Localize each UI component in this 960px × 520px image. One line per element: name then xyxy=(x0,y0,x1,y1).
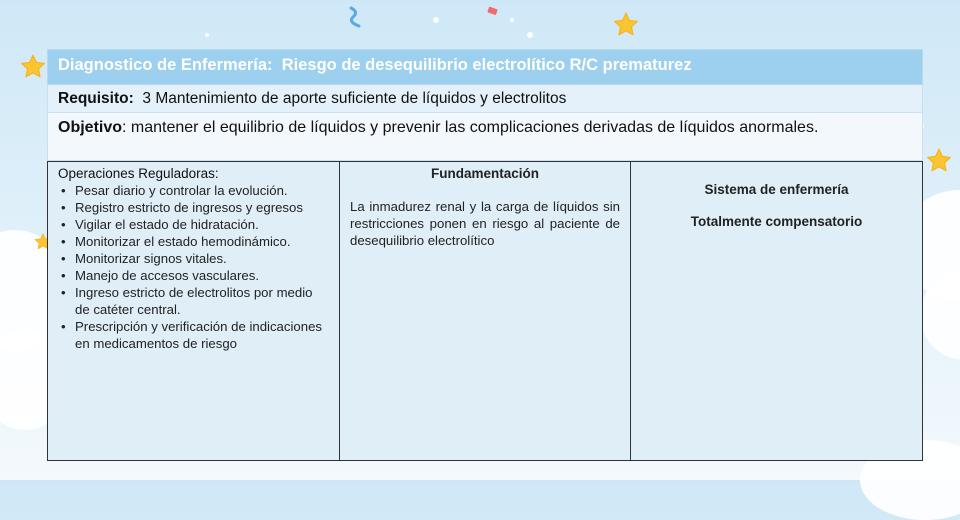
requirement-row xyxy=(47,85,923,113)
list-item: • Pesar diario y controlar la evolución. xyxy=(58,182,329,199)
nursing-system-value: Totalmente compensatorio xyxy=(690,214,863,229)
star-icon xyxy=(926,148,952,174)
confetti-icon xyxy=(486,6,500,18)
care-plan-table xyxy=(47,49,923,461)
list-item: • Ingreso estricto de electrolitos por medio de catéter central. xyxy=(58,284,329,318)
rationale-heading: Fundamentación xyxy=(430,166,539,181)
requirement-label: Requisito: xyxy=(58,90,134,107)
rationale-text: La inmadurez renal y la carga de líquidos sin restricciones ponen en riesgo al paciente de desequilibrio electrolítico xyxy=(350,199,620,248)
list-item: • Vigilar el estado de hidratación. xyxy=(58,216,329,233)
objective-row xyxy=(47,113,923,161)
list-item: • Monitorizar el estado hemodinámico. xyxy=(58,233,329,250)
objective-label: Objetivo xyxy=(58,119,123,136)
sparkle-dot xyxy=(527,32,533,38)
nursing-system-column xyxy=(631,162,922,460)
list-item: • Prescripción y verificación de indicaciones en medicamentos de riesgo xyxy=(58,318,329,352)
rationale-column xyxy=(340,162,631,460)
confetti-icon xyxy=(347,6,365,28)
star-icon xyxy=(20,54,46,80)
diagnosis-row xyxy=(47,49,923,85)
list-item: • Monitorizar signos vitales. xyxy=(58,250,329,267)
operations-list xyxy=(58,182,329,352)
plan-body-row xyxy=(47,161,923,461)
sparkle-dot xyxy=(433,17,439,23)
requirement-text: 3 Mantenimiento de aporte suficiente de líquidos y electrolitos xyxy=(142,90,567,107)
list-item: • Registro estricto de ingresos y egresos xyxy=(58,199,329,216)
diagnosis-label: Diagnostico de Enfermería: xyxy=(58,56,273,74)
list-item: • Manejo de accesos vasculares. xyxy=(58,267,329,284)
operations-heading: Operaciones Reguladoras: xyxy=(58,166,219,181)
objective-text: : mantener el equilibrio de líquidos y prevenir las complicaciones derivadas de líquidos anormales. xyxy=(122,119,819,136)
diagnosis-text: Riesgo de desequilibrio electrolítico R/C prematurez xyxy=(281,56,692,74)
star-icon xyxy=(613,12,639,38)
sparkle-dot xyxy=(205,33,209,37)
sparkle-dot xyxy=(510,18,514,22)
nursing-system-heading: Sistema de enfermería xyxy=(704,182,849,197)
operations-column xyxy=(48,162,340,460)
